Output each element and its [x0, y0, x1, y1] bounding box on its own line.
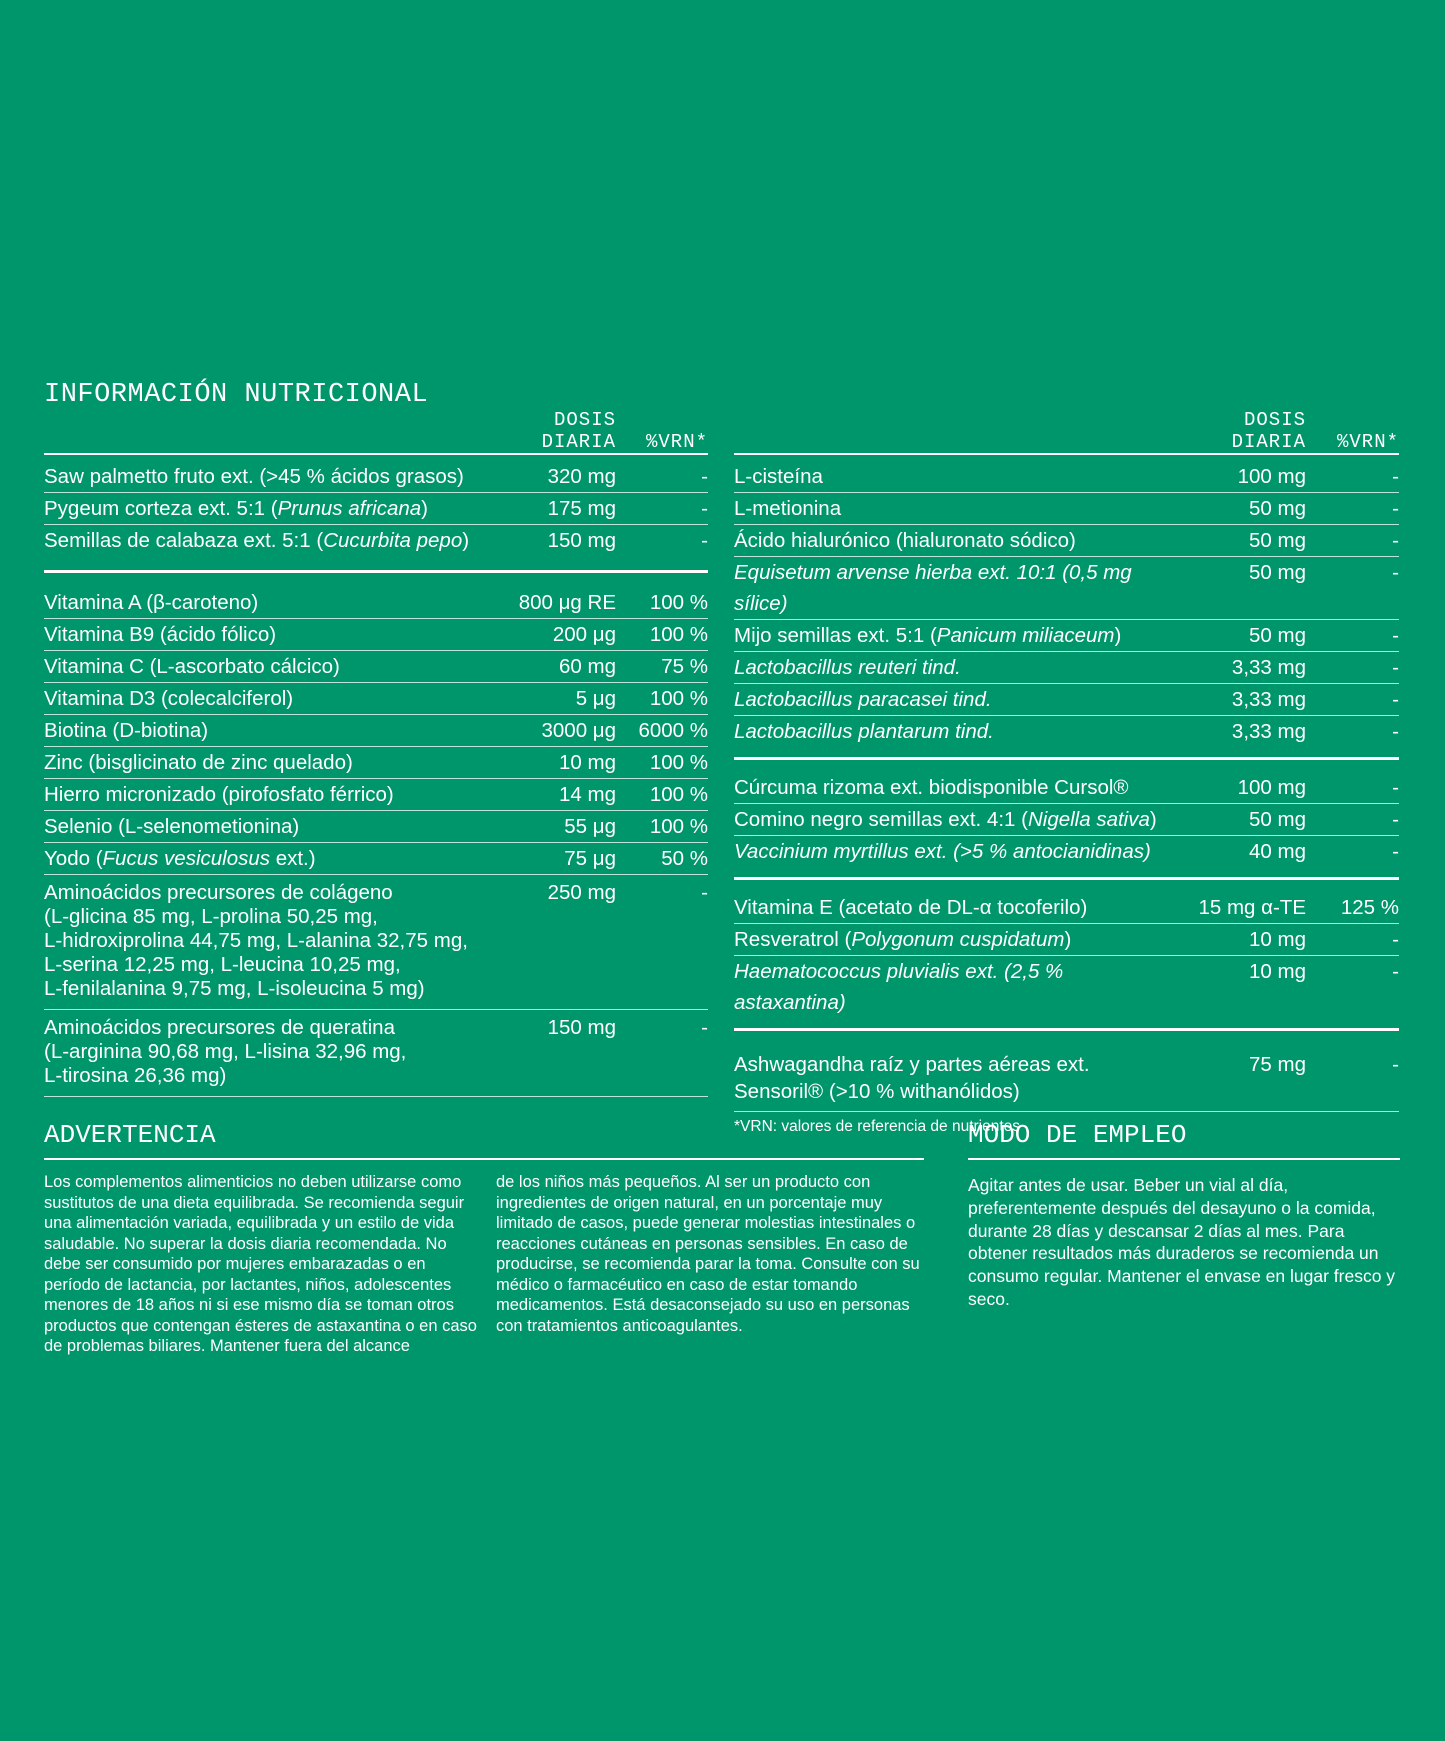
daily-dose: 3,33 mg	[1231, 656, 1306, 679]
daily-dose: 800 μg RE	[518, 591, 616, 614]
vrn-percent: 100 %	[649, 687, 708, 710]
daily-dose: 100 mg	[1237, 465, 1306, 488]
vrn-footnote: *VRN: valores de referencia de nutrientes	[734, 1118, 1021, 1135]
table-row	[734, 620, 1399, 652]
table-row	[734, 892, 1399, 924]
table-row	[734, 804, 1399, 836]
nutrient-name: Ácido hialurónico (hialuronato sódico)	[734, 529, 1076, 552]
nutrient-name	[734, 804, 1176, 835]
nutrient-name: Zinc (bisglicinato de zinc quelado)	[44, 751, 353, 774]
nutrient-latin-name: Cucurbita pepo	[323, 529, 463, 552]
daily-dose: 50 mg	[1249, 624, 1306, 647]
nutrient-name	[734, 836, 1176, 867]
nutrient-name	[734, 716, 1176, 747]
nutrient-name-part: )	[1114, 624, 1122, 647]
vrn-percent: -	[1392, 688, 1399, 711]
vrn-percent: -	[1392, 960, 1399, 983]
table-row	[44, 779, 708, 811]
daily-dose: 320 mg	[547, 465, 616, 488]
nutrient-group	[734, 1043, 1399, 1112]
header-dose: DOSIS DIARIA	[1231, 409, 1306, 453]
nutrient-name	[44, 525, 486, 556]
table-row	[44, 875, 708, 1010]
daily-dose: 15 mg α-TE	[1198, 896, 1306, 919]
table-row	[44, 843, 708, 875]
nutrient-name-part: Comino negro semillas ext. 4:1 (	[734, 808, 1028, 831]
warning-title: ADVERTENCIA	[44, 1120, 924, 1160]
vrn-percent: -	[1392, 720, 1399, 743]
nutrient-latin-name: Haematococcus pluvialis ext. (2,5 % astaxantina)	[734, 960, 1064, 1014]
header-vrn: %VRN*	[1336, 431, 1399, 453]
nutrition-table-right	[734, 409, 1399, 1136]
daily-dose: 14 mg	[559, 783, 616, 806]
daily-dose: 5 μg	[575, 687, 616, 710]
daily-dose: 75 mg	[1249, 1053, 1306, 1076]
daily-dose: 200 μg	[552, 623, 616, 646]
nutrient-name	[734, 924, 1176, 955]
nutrient-name-line: L-fenilalanina 9,75 mg, L-isoleucina 5 mg)	[44, 977, 425, 1000]
nutrient-latin-name: Equisetum arvense hierba ext. 10:1 (0,5 mg sílice)	[734, 561, 1132, 615]
table-row	[734, 557, 1399, 620]
nutrient-name: Vitamina C (L-ascorbato cálcico)	[44, 655, 340, 678]
nutrient-name	[734, 956, 1176, 1018]
vrn-percent: 50 %	[661, 847, 708, 870]
table-header	[44, 409, 708, 455]
nutrient-name: Hierro micronizado (pirofosfato férrico)	[44, 783, 394, 806]
vrn-percent: -	[1392, 497, 1399, 520]
vrn-percent: -	[701, 497, 708, 520]
nutrient-name-part: )	[1149, 808, 1157, 831]
nutrient-name: L-cisteína	[734, 465, 823, 488]
vrn-percent: -	[1392, 808, 1399, 831]
usage-title: MODO DE EMPLEO	[968, 1120, 1400, 1160]
nutrient-name	[734, 652, 1176, 683]
table-row	[734, 684, 1399, 716]
daily-dose: 3,33 mg	[1231, 688, 1306, 711]
nutrient-group	[734, 772, 1399, 880]
daily-dose: 100 mg	[1237, 776, 1306, 799]
vrn-percent: -	[1392, 1053, 1399, 1076]
vrn-percent: 100 %	[649, 751, 708, 774]
nutrient-name-line: L-hidroxiprolina 44,75 mg, L-alanina 32,75 mg,	[44, 929, 468, 952]
nutrient-latin-name: Lactobacillus plantarum tind.	[734, 720, 994, 743]
nutrient-name-part: )	[1064, 928, 1072, 951]
daily-dose: 10 mg	[559, 751, 616, 774]
vrn-percent: -	[701, 465, 708, 488]
vrn-percent: -	[1392, 529, 1399, 552]
table-row	[44, 715, 708, 747]
table-header	[734, 409, 1399, 455]
nutrient-name-line: L-tirosina 26,36 mg)	[44, 1064, 227, 1087]
daily-dose: 40 mg	[1249, 840, 1306, 863]
daily-dose: 250 mg	[547, 881, 616, 904]
nutrient-name-line: (L-arginina 90,68 mg, L-lisina 32,96 mg,	[44, 1040, 407, 1063]
daily-dose: 150 mg	[547, 1016, 616, 1039]
table-row	[44, 811, 708, 843]
nutrient-latin-name: Lactobacillus reuteri tind.	[734, 656, 961, 679]
nutrient-name-line: (L-glicina 85 mg, L-prolina 50,25 mg,	[44, 905, 378, 928]
nutrient-name-part: Semillas de calabaza ext. 5:1 (	[44, 529, 324, 552]
table-row	[44, 651, 708, 683]
nutrient-latin-name: Nigella sativa	[1027, 808, 1150, 831]
daily-dose: 55 μg	[564, 815, 616, 838]
nutrient-group	[44, 455, 708, 573]
warning-text-col2: de los niños más pequeños. Al ser un producto con ingredientes de origen natural, en un porcentaje muy limitado de casos, puede generar molestias intestinales o reacciones cutáneas en personas sensibles. En caso de producirse, se recomienda parar la toma. Consulte con su médico o farmacéutico en caso de estar tomando medicamentos. Está desaconsejado su uso en personas con tratamientos anticoagulantes.	[496, 1173, 920, 1335]
nutrient-name-line: Sensoril® (>10 % withanólidos)	[734, 1080, 1020, 1103]
nutrient-name	[734, 620, 1176, 651]
nutrient-name	[734, 557, 1176, 619]
daily-dose: 75 μg	[564, 847, 616, 870]
nutrient-name: Vitamina A (β-caroteno)	[44, 591, 259, 614]
nutrient-name-line: Aminoácidos precursores de queratina	[44, 1016, 395, 1039]
table-row	[734, 1043, 1399, 1111]
nutrient-name	[44, 881, 486, 1001]
vrn-percent: 100 %	[649, 623, 708, 646]
vrn-percent: -	[701, 881, 708, 904]
nutrient-latin-name: Polygonum cuspidatum	[851, 928, 1065, 951]
daily-dose: 50 mg	[1249, 529, 1306, 552]
vrn-percent: 100 %	[649, 591, 708, 614]
page-title: INFORMACIÓN NUTRICIONAL	[44, 380, 429, 410]
vrn-percent: 75 %	[661, 655, 708, 678]
nutrient-latin-name: Vaccinium myrtillus ext. (>5 % antocianidinas)	[734, 840, 1151, 863]
table-row	[44, 683, 708, 715]
header-dose: DOSIS DIARIA	[541, 409, 616, 453]
nutrient-name: Vitamina E (acetato de DL-α tocoferilo)	[734, 896, 1088, 919]
nutrient-name: Vitamina B9 (ácido fólico)	[44, 623, 277, 646]
nutrient-name-part: )	[421, 497, 428, 520]
nutrient-group	[44, 587, 708, 1097]
daily-dose: 10 mg	[1249, 928, 1306, 951]
table-row	[44, 1010, 708, 1096]
daily-dose: 50 mg	[1249, 808, 1306, 831]
daily-dose: 60 mg	[559, 655, 616, 678]
table-row	[734, 772, 1399, 804]
nutrient-name: L-metionina	[734, 497, 842, 520]
table-row	[734, 716, 1399, 747]
nutrient-name-part: )	[462, 529, 470, 552]
vrn-percent: 100 %	[649, 815, 708, 838]
vrn-percent: -	[1392, 840, 1399, 863]
nutrient-name-part: Mijo semillas ext. 5:1 (	[734, 624, 937, 647]
daily-dose: 3000 μg	[541, 719, 616, 742]
vrn-percent: -	[701, 1016, 708, 1039]
nutrient-latin-name: Fucus vesiculosus	[102, 847, 271, 870]
daily-dose: 175 mg	[547, 497, 616, 520]
warning-text-col1: Los complementos alimenticios no deben utilizarse como sustitutos de una dieta equilibrada. Se recomienda seguir una alimentación variada, equilibrada y un estilo de vida saludable. No superar la dosis diaria recomendada. No debe ser consumido por mujeres embarazadas o en período de lactancia, por lactantes, niños, adolescentes menores de 18 años ni si ese mismo día se toman otros productos que contengan ésteres de astaxantina o en caso de problemas biliares. Mantener fuera del alcance	[44, 1173, 477, 1355]
vrn-percent: -	[1392, 928, 1399, 951]
table-body	[734, 455, 1399, 1112]
table-row	[734, 652, 1399, 684]
nutrient-name	[44, 1016, 486, 1088]
vrn-percent: 125 %	[1340, 896, 1399, 919]
header-vrn: %VRN*	[645, 431, 708, 453]
table-row	[44, 747, 708, 779]
nutrient-name	[44, 493, 486, 524]
nutrient-latin-name: Panicum miliaceum	[936, 624, 1115, 647]
nutrient-name	[44, 843, 486, 874]
table-row	[44, 461, 708, 493]
nutrient-name	[734, 684, 1176, 715]
vrn-percent: 6000 %	[638, 719, 708, 742]
vrn-percent: -	[701, 529, 708, 552]
table-row	[734, 525, 1399, 557]
nutrient-name-line: Ashwagandha raíz y partes aéreas ext.	[734, 1053, 1090, 1076]
nutrient-name-part: ext.)	[270, 847, 316, 870]
table-row	[44, 525, 708, 556]
vrn-percent: -	[1392, 624, 1399, 647]
nutrient-latin-name: Prunus africana	[277, 497, 422, 520]
usage-text: Agitar antes de usar. Beber un vial al día, preferentemente después del desayuno o la comida, durante 28 días y descansar 2 días al mes. Para obtener resultados más duraderos se recomienda un consumo regular. Mantener el envase en lugar fresco y seco.	[968, 1175, 1396, 1309]
nutrient-name-part: Resveratrol (	[734, 928, 852, 951]
nutrient-name: Selenio (L-selenometionina)	[44, 815, 300, 838]
table-row	[734, 956, 1399, 1018]
vrn-percent: 100 %	[649, 783, 708, 806]
vrn-percent: -	[1392, 656, 1399, 679]
vrn-percent: -	[1392, 561, 1399, 584]
table-row	[734, 924, 1399, 956]
daily-dose: 50 mg	[1249, 561, 1306, 584]
nutrient-name: Cúrcuma rizoma ext. biodisponible Cursol®	[734, 776, 1129, 799]
table-row	[734, 836, 1399, 867]
daily-dose: 10 mg	[1249, 960, 1306, 983]
vrn-percent: -	[1392, 465, 1399, 488]
nutrient-latin-name: Lactobacillus paracasei tind.	[734, 688, 992, 711]
nutrient-group	[734, 455, 1399, 760]
daily-dose: 3,33 mg	[1231, 720, 1306, 743]
vrn-percent: -	[1392, 776, 1399, 799]
table-row	[44, 619, 708, 651]
table-row	[734, 461, 1399, 493]
nutrient-name-part: Pygeum corteza ext. 5:1 (	[44, 497, 278, 520]
nutrition-table-left	[44, 409, 708, 1097]
nutrient-group	[734, 892, 1399, 1031]
nutrient-name: Saw palmetto fruto ext. (>45 % ácidos grasos)	[44, 465, 464, 488]
nutrient-name: Biotina (D-biotina)	[44, 719, 209, 742]
nutrient-name	[734, 1051, 1176, 1105]
table-row	[44, 493, 708, 525]
nutrient-name-line: L-serina 12,25 mg, L-leucina 10,25 mg,	[44, 953, 401, 976]
daily-dose: 50 mg	[1249, 497, 1306, 520]
nutrient-name-line: Aminoácidos precursores de colágeno	[44, 881, 393, 904]
table-row	[44, 587, 708, 619]
daily-dose: 150 mg	[547, 529, 616, 552]
table-body	[44, 455, 708, 1097]
table-row	[734, 493, 1399, 525]
nutrient-name: Vitamina D3 (colecalciferol)	[44, 687, 294, 710]
nutrient-name-part: Yodo (	[44, 847, 103, 870]
